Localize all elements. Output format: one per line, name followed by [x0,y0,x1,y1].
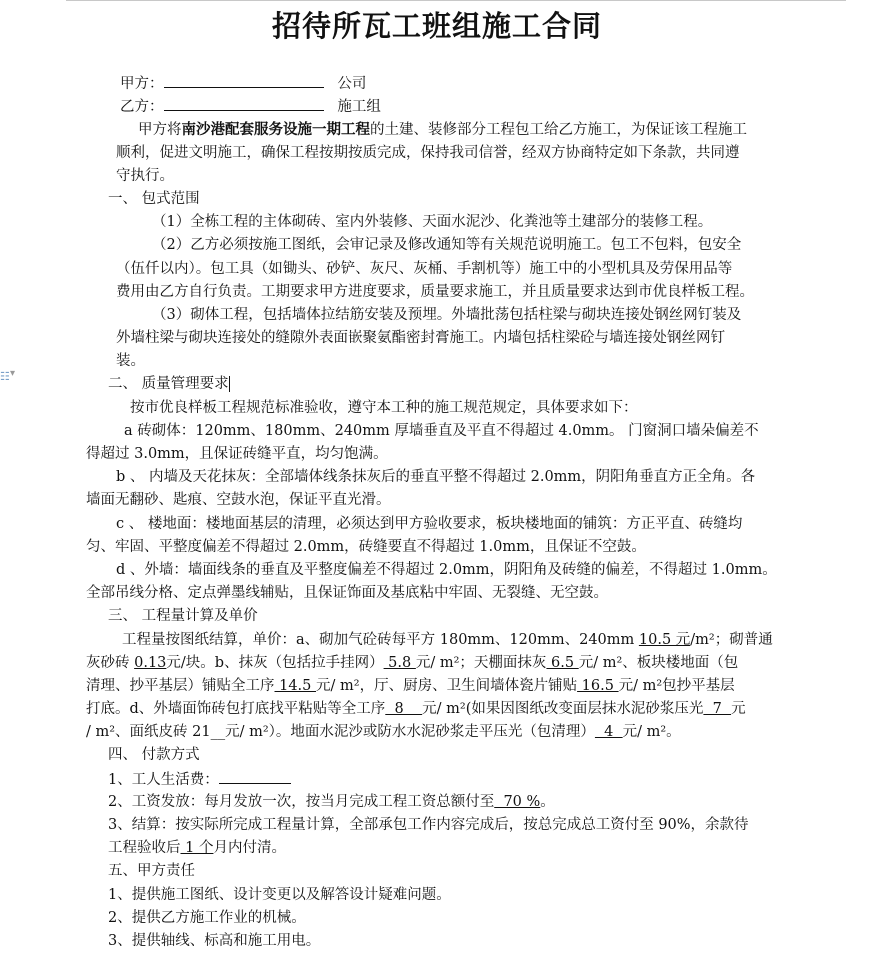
party-a-line [86,72,780,95]
s3-line-3 [86,675,780,698]
s4-item-3-line-2 [86,837,780,860]
s2-item-d-line-2: 全部吊线分格、定点弹墨线辅贴，且保证饰面及基底粘中牢固、无裂缝、无空鼓。 [86,585,608,602]
payment-percent: 70 % [494,793,541,810]
s4-item-1 [86,768,780,791]
price-value: 4 [594,724,623,741]
s4-text: 2、工资发放：每月发放一次，按当月完成工程工资总额付至 [108,793,495,810]
s1-item-3-line-1: （3）砌体工程，包括墙体拉结筋安装及预埋。外墙批荡包括柱梁与砌块连接处钢丝网钉装及 [152,306,742,323]
section-4-heading: 四、 付款方式 [108,747,200,764]
s2-item-c-line-1: c 、 楼地面：楼地面基层的清理，必须达到甲方验收要求，板块楼地面的铺筑：方正平直、砖缝均 [116,515,743,532]
s5-item-2: 2、提供乙方施工作业的机械。 [108,909,306,926]
party-b-label: 乙方： [120,99,164,116]
intro-text: 甲方将 [138,122,182,139]
section-5-heading: 五、甲方责任 [108,863,195,880]
s1-item-2-line-3: 费用由乙方自行负责。工期要求甲方进度要求，质量要求施工，并且质量要求达到市优良样板工程。 [116,283,754,300]
s3-text: 元 [731,701,746,718]
s3-text: 元/ m²、板块楼地面（包 [578,654,739,671]
s2-item-b-line-1: b 、 内墙及天花抹灰：全部墙体线条抹灰后的垂直平整不得超过 2.0mm，阴阳角垂直方正全角。各 [116,469,756,486]
s3-text: 清理、抄平基层）铺贴全工序 [86,677,275,694]
s2-item-c-line-2: 匀、牢固、平整度偏差不得超过 2.0mm，砖缝要直不得超过 1.0mm，且保证不空鼓。 [86,538,646,555]
section-3-heading: 三、 工程量计算及单价 [108,608,258,625]
s3-text: 元/ m²。 [622,724,681,741]
living-expense-blank[interactable] [219,768,291,784]
section-2-heading-line [86,373,780,396]
s2-item-d-line-1: d 、外墙：墙面线条的垂直及平整度偏差不得超过 2.0mm，阴阳角及砖缝的偏差，不得超过 1.0mm。 [116,561,777,578]
text-cursor [229,376,230,392]
project-name: 南沙港配套服务设施一期工程 [181,121,370,139]
s3-text: 元/块。b、抹灰（包括拉手挂网） [166,654,384,671]
s4-item-3-line-1: 3、结算：按实际所完成工程量计算，全部承包工作内容完成后，按总完成总工资付至 90%，余款待 [108,817,749,833]
s3-text: 元/ m²包抄平基层 [618,677,735,694]
s2-item-a-line-1: a 砖砌体：120mm、180mm、240mm 厚墙垂直及平直不得超过 4.0mm。 门窗洞口墙朵偏差不 [124,422,759,439]
document-body[interactable] [86,72,780,953]
s1-item-2-line-2: （伍仟以内）。包工具（如锄头、砂铲、灰尺、灰桶、手割机等）施工中的小型机具及劳保用品等 [116,260,733,277]
price-value: 6.5 [546,654,579,671]
party-a-blank[interactable] [164,72,324,88]
dropdown-arrow-icon[interactable]: ▾ [10,368,16,379]
payment-months: 1 个 [180,840,214,857]
price-value: 10.5 元 [638,631,691,648]
document-icon[interactable]: ☷ [0,370,10,383]
s1-item-3-line-2: 外墙柱梁与砌块连接处的缝隙外表面嵌聚氨酯密封膏施工。内墙包括柱梁砼与墙连接处钢丝网钉 [116,330,725,347]
price-value: 7 [703,701,732,718]
party-a-label: 甲方： [120,76,164,92]
s3-text: 灰砂砖 [86,654,135,671]
price-value: 5.8 [383,654,416,671]
s4-text: 工程验收后 [108,840,181,857]
intro-line-2: 顺利，促进文明施工，确保工程按期按质完成，保持我司信誉，经双方协商特定如下条款，共同遵 [116,144,740,161]
s3-text: 元/ m²，厅、厨房、卫生间墙体瓷片铺贴 [316,677,578,694]
s4-text: 。 [540,793,555,810]
s3-line-1 [86,629,780,652]
s3-text: 元/ m²）。地面水泥沙或防水水泥砂浆走平压光（包清理） [225,724,595,741]
s1-item-3-line-3: 装。 [116,353,145,370]
price-value: 0.13 [134,654,167,671]
party-b-suffix: 施工组 [337,99,381,116]
s3-text: 工程量按图纸结算，单价：a、砌加气砼砖每平方 180mm、120mm、240mm [122,631,639,648]
s5-item-3: 3、提供轴线、标高和施工用电。 [108,932,321,949]
party-b-blank[interactable] [164,95,324,111]
s5-item-1: 1、提供施工图纸、设计变更以及解答设计疑难问题。 [108,886,451,903]
price-value: 14.5 [274,677,317,694]
s3-text: 打底。d、外墙面饰砖包打底找平粘贴等全工序 [86,701,386,718]
s2-item-b-line-2: 墙面无翻砂、匙痕、空鼓水泡，保证平直光滑。 [86,492,391,509]
s3-line-2 [86,652,780,675]
s1-item-1: （1）全栋工程的主体砌砖、室内外装修、天面水泥沙、化粪池等土建部分的装修工程。 [152,214,713,231]
s3-line-5 [86,721,780,744]
party-b-line [86,95,780,118]
section-1-heading: 一、 包式范围 [108,190,200,207]
s1-item-2-line-1: （2）乙方必须按施工图纸，会审记录及修改通知等有关规范说明施工。包工不包料，包安全 [152,237,742,254]
intro-text: 的土建、装修部分工程包工给乙方施工，为保证该工程施工 [370,122,747,139]
price-value: 16.5 [577,677,619,694]
s3-text: 元/ m²(如果因图纸改变面层抹水泥砂浆压光 [422,701,704,718]
price-value: 8 [385,701,423,718]
page-top-border [66,0,846,1]
intro-line-3: 守执行。 [116,167,174,184]
s4-text: 月内付清。 [213,840,286,857]
s3-text: / m²、面纸皮砖 21 [86,724,211,741]
section-2-heading: 二、 质量管理要求 [108,376,229,393]
s2-intro: 按市优良样板工程规范标准验收，遵守本工种的施工规范规定，具体要求如下： [130,399,638,416]
s2-item-a-line-2: 得超过 3.0mm，且保证砖缝平直，均匀饱满。 [86,446,388,462]
s3-text: 元/ m²；天棚面抹灰 [415,654,547,671]
document-title: 招待所瓦工班组施工合同 [271,9,602,43]
intro-line-1 [86,118,780,141]
price-value: __ [210,724,226,741]
s4-text: 1、工人生活费： [108,771,219,788]
s3-text: /m²；砌普通 [690,631,773,648]
party-a-suffix: 公司 [337,76,367,92]
s4-item-2 [86,791,780,814]
s3-line-4 [86,698,780,721]
